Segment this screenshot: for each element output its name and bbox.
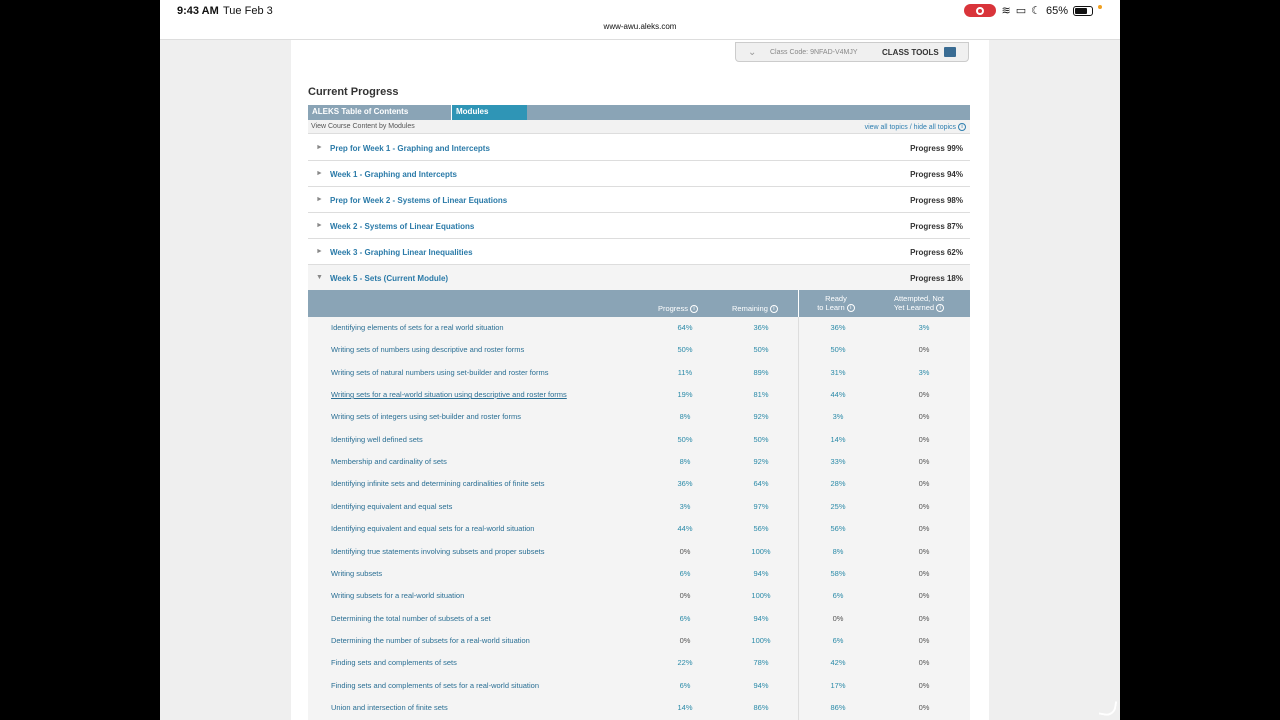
topic-ready: 14% [830,434,846,444]
topic-name[interactable]: Identifying equivalent and equal sets [331,501,453,511]
topic-attempted: 0% [918,546,930,556]
table-row [308,630,970,652]
ipad-screen [160,0,1120,720]
table-row [308,563,970,585]
info-icon[interactable]: i [847,304,855,312]
collapse-arrow-icon[interactable]: ▼ [316,274,323,281]
topic-progress: 6% [679,613,691,623]
table-row [308,652,970,674]
topic-remaining: 36% [753,323,769,332]
topic-progress: 11% [677,367,693,377]
topic-name[interactable]: Finding sets and complements of sets for a real-world situation [331,680,540,690]
topic-ready: 25% [830,501,846,511]
topic-progress: 50% [677,434,693,444]
module-progress: Progress 94% [910,170,963,179]
info-icon[interactable]: i [770,305,778,313]
topic-name[interactable]: Writing subsets for a real-world situation [331,591,465,601]
table-row [308,362,970,384]
topic-ready: 58% [830,568,846,578]
topic-name[interactable]: Determining the number of subsets for a real-world situation [331,635,530,645]
status-date: Tue Feb 3 [223,5,273,17]
sub-header [308,120,970,134]
column-divider [798,290,799,317]
topic-ready: 3% [832,412,844,422]
screen-mirror-icon: ▭ [1015,5,1027,17]
topic-attempted: 0% [918,345,930,355]
topic-ready: 44% [830,390,846,400]
current-module-row[interactable] [308,265,970,291]
topic-name[interactable]: Determining the total number of subsets of a set [331,613,491,623]
topic-ready: 6% [832,635,844,645]
topic-ready: 33% [830,457,846,467]
topic-attempted: 0% [918,658,930,668]
topic-attempted: 3% [918,367,930,377]
topic-remaining: 92% [753,412,769,422]
topic-remaining: 100% [751,635,771,645]
topic-progress: 22% [677,658,693,668]
module-progress: Progress 98% [910,196,963,205]
info-icon[interactable]: i [936,304,944,312]
view-by-modules-label: View Course Content by Modules [311,123,415,130]
topic-attempted: 0% [918,568,930,578]
topic-ready: 6% [832,591,844,601]
module-progress: Progress 87% [910,222,963,231]
topic-remaining: 94% [753,568,769,578]
topic-remaining: 56% [753,524,769,534]
topic-attempted: 0% [918,591,930,601]
topic-name[interactable]: Writing sets of natural numbers using set-builder and roster forms [331,367,549,377]
topic-remaining: 50% [753,434,769,444]
topic-remaining: 50% [753,345,769,355]
topic-name[interactable]: Finding sets and complements of sets [331,658,457,668]
topic-remaining: 78% [753,658,769,668]
page-title: Current Progress [308,86,399,98]
module-progress: Progress 18% [910,274,963,283]
table-row [308,585,970,607]
hide-all-topics-link[interactable]: hide all topics [913,123,957,131]
topic-attempted: 0% [918,457,930,467]
screen-recording-icon[interactable] [964,4,996,17]
topic-ready: 17% [830,680,846,690]
tab-modules[interactable]: Modules [452,105,527,120]
topic-progress: 6% [679,568,691,578]
expand-arrow-icon[interactable]: ► [316,222,323,229]
class-bar[interactable] [735,42,969,62]
module-name[interactable]: Prep for Week 2 - Systems of Linear Equations [330,196,508,205]
table-row [308,339,970,361]
topic-remaining: 92% [753,457,769,467]
topics-table-header [308,290,970,317]
expand-arrow-icon[interactable]: ► [316,144,323,151]
mic-indicator-icon [1098,5,1102,9]
topic-progress: 64% [677,323,693,332]
topic-ready: 42% [830,658,846,668]
topic-attempted: 0% [918,524,930,534]
info-icon[interactable]: i [958,123,966,131]
topic-attempted: 0% [918,412,930,422]
topic-remaining: 86% [753,702,769,712]
topic-attempted: 0% [918,479,930,489]
topic-attempted: 0% [918,702,930,712]
topic-name[interactable]: Writing sets of numbers using descriptive and roster forms [331,345,525,355]
wifi-icon: ≋ [1001,5,1011,17]
topic-remaining: 94% [753,613,769,623]
topic-progress: 19% [677,390,693,400]
topic-progress: 50% [677,345,693,355]
class-code: Class Code: 9NFAD-V4MJY [770,49,858,56]
topic-ready: 8% [832,546,844,556]
topic-name[interactable]: Identifying elements of sets for a real world situation [331,323,504,332]
module-progress: Progress 62% [910,248,963,257]
topic-attempted: 0% [918,680,930,690]
table-row [308,496,970,518]
topic-name[interactable]: Union and intersection of finite sets [331,702,448,712]
topic-name[interactable]: Identifying infinite sets and determining cardinalities of finite sets [331,479,545,489]
tab-table-of-contents[interactable]: ALEKS Table of Contents [308,105,452,120]
topic-ready: 31% [830,367,846,377]
module-row[interactable] [308,135,970,161]
topic-name[interactable]: Identifying well defined sets [331,434,423,444]
topic-ready: 0% [832,613,844,623]
topic-attempted: 0% [918,613,930,623]
topic-remaining: 64% [753,479,769,489]
topic-name[interactable]: Membership and cardinality of sets [331,457,447,467]
module-name[interactable]: Week 1 - Graphing and Intercepts [330,170,457,179]
header-ready-to-learn: Ready to Learn i [804,294,868,312]
expand-arrow-icon[interactable]: ► [316,196,323,203]
topic-progress: 6% [679,680,691,690]
address-url[interactable]: www-awu.aleks.com [603,22,677,31]
notepad-icon[interactable] [944,47,956,57]
topic-remaining: 81% [753,390,769,400]
status-icons [964,4,1102,17]
topic-progress: 0% [679,591,691,601]
table-row [308,406,970,428]
table-row [308,541,970,563]
table-row [308,473,970,495]
topic-progress: 0% [679,546,691,556]
module-name[interactable]: Week 5 - Sets (Current Module) [330,274,449,283]
table-row [308,518,970,540]
module-name[interactable]: Week 2 - Systems of Linear Equations [330,222,475,231]
status-bar [160,0,1120,40]
table-row [308,697,970,719]
pointer-cursor [1099,699,1118,718]
header-remaining: Remaining i [720,304,790,313]
topic-toggle-links [865,123,966,131]
table-row [308,608,970,630]
topic-progress: 0% [679,635,691,645]
battery-percent: 65% [1045,4,1068,17]
table-row [308,451,970,473]
aleks-page [291,40,989,720]
topic-attempted: 0% [918,390,930,400]
module-row[interactable] [308,161,970,187]
topic-progress: 8% [679,457,691,467]
module-row[interactable] [308,213,970,239]
topics-table [308,317,970,720]
topic-remaining: 94% [753,680,769,690]
topic-name[interactable]: Writing sets of integers using set-builder and roster forms [331,412,521,422]
view-all-topics-link[interactable]: view all topics [864,123,908,131]
info-icon[interactable]: i [690,305,698,313]
topic-name[interactable]: Identifying true statements involving subsets and proper subsets [331,546,545,556]
topic-progress: 44% [677,524,693,534]
table-row [308,429,970,451]
battery-icon [1073,6,1093,16]
topic-ready: 28% [830,479,846,489]
module-progress: Progress 99% [910,144,963,153]
table-row [308,384,970,406]
topic-attempted: 3% [918,323,930,332]
module-name[interactable]: Week 3 - Graphing Linear Inequalities [330,248,473,257]
double-chevron-down-icon[interactable]: ⌄ [748,47,757,58]
status-time: 9:43 AM [177,5,219,17]
topic-ready: 50% [830,345,846,355]
topic-ready: 56% [830,524,846,534]
topic-progress: 3% [679,501,691,511]
topic-remaining: 89% [753,367,769,377]
topic-progress: 14% [677,702,693,712]
header-progress: Progress i [648,304,708,313]
topic-progress: 36% [677,479,693,489]
topic-remaining: 97% [753,501,769,511]
table-row [308,317,970,339]
topic-name[interactable]: Writing subsets [331,568,383,578]
module-row[interactable] [308,239,970,265]
module-row[interactable] [308,187,970,213]
header-attempted: Attempted, Not Yet Learned i [893,294,945,312]
topic-name[interactable]: Identifying equivalent and equal sets for a real-world situation [331,524,535,534]
topic-ready: 36% [830,323,846,332]
topic-attempted: 0% [918,501,930,511]
topic-remaining: 100% [751,546,771,556]
topic-name[interactable]: Writing sets for a real-world situation using descriptive and roster forms [331,390,567,400]
tab-bar [308,105,970,120]
expand-arrow-icon[interactable]: ► [316,248,323,255]
expand-arrow-icon[interactable]: ► [316,170,323,177]
topic-attempted: 0% [918,635,930,645]
topic-progress: 8% [679,412,691,422]
module-name[interactable]: Prep for Week 1 - Graphing and Intercepts [330,144,490,153]
table-row [308,675,970,697]
moon-icon: ☾ [1031,5,1041,17]
separator: / [909,123,912,131]
topic-ready: 86% [830,702,846,712]
topic-attempted: 0% [918,434,930,444]
topic-remaining: 100% [751,591,771,601]
class-tools-button[interactable]: CLASS TOOLS [882,48,939,57]
